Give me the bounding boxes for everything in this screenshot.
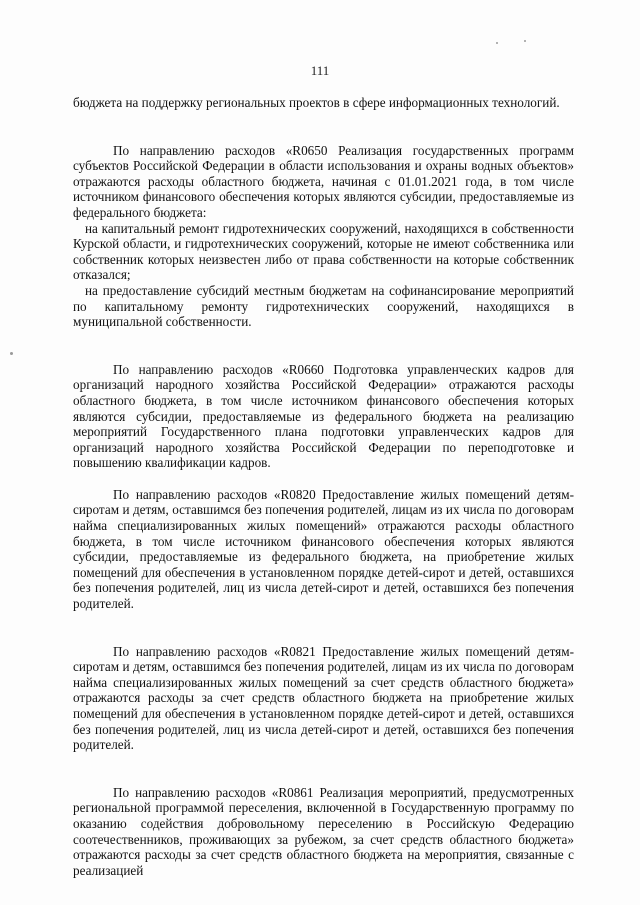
scan-speck (10, 352, 13, 355)
scan-speck (496, 42, 498, 44)
document-body (73, 95, 574, 878)
paragraph: По направлению расходов «R0861 Реализация мероприятий, предусмотренных региональной программой переселения, включенной в Государственную программу по оказанию содействия добровольному переселению в Российскую Федерацию соотечественников, проживающих за рубежом, за счет средств областного бюджета» отражаются расходы за счет средств областного бюджета на мероприятия, связанные с реализацией (73, 784, 574, 878)
paragraph: на предоставление субсидий местным бюджетам на софинансирование мероприятий по капитальному ремонту гидротехнических сооружений, находящихся в муниципальной собственности. (73, 282, 574, 330)
paragraph: По направлению расходов «R0821 Предоставление жилых помещений детям-сиротам и детям, оставшимся без попечения родителей, лицам из их числа по договорам найма специализированных жилых помещений за счет средств областного бюджета» отражаются расходы за счет средств областного бюджета на приобретение жилых помещений для обеспечения в установленном порядке детей-сирот и детей, оставшихся без попечения родителей, лиц из числа детей-сирот и детей, оставшихся без попечения родителей. (73, 643, 574, 753)
paragraph: бюджета на поддержку региональных проектов в сфере информационных технологий. (73, 95, 560, 110)
paragraph: на капитальный ремонт гидротехнических сооружений, находящихся в собственности Курской области, и гидротехнических сооружений, которые не имеют собственника или собственник которых неизвестен либо от права собственности на которые собственник отказался; (73, 220, 574, 283)
scan-speck (524, 40, 526, 42)
paragraph: По направлению расходов «R0660 Подготовка управленческих кадров для организаций народного хозяйства Российской Федерации» отражаются расходы областного бюджета, в том числе источником финансового обеспечения которых являются субсидии, предоставляемые из федерального бюджета на реализацию мероприятий Государственного плана подготовки управленческих кадров для организаций народного хозяйства Российской Федерации по переподготовке и повышению квалификации кадров. (73, 361, 574, 471)
paragraph: По направлению расходов «R0650 Реализация государственных программ субъектов Российской Федерации в области использования и охраны водных объектов» отражаются расходы областного бюджета, начиная с 01.01.2021 года, в том числе источником финансового обеспечения которых являются субсидии, предоставляемые из федерального бюджета: (73, 142, 574, 220)
paragraph: По направлению расходов «R0820 Предоставление жилых помещений детям-сиротам и детям, оставшимся без попечения родителей, лицам из их числа по договорам найма специализированных жилых помещений» отражаются расходы областного бюджета, в том числе источником финансового обеспечения которых являются субсидии, предоставляемые из федерального бюджета, на приобретение жилых помещений для обеспечения в установленном порядке детей-сирот и детей, оставшихся без попечения родителей, лиц из числа детей-сирот и детей, оставшихся без попечения родителей. (73, 486, 574, 612)
page-number: 111 (310, 63, 330, 78)
